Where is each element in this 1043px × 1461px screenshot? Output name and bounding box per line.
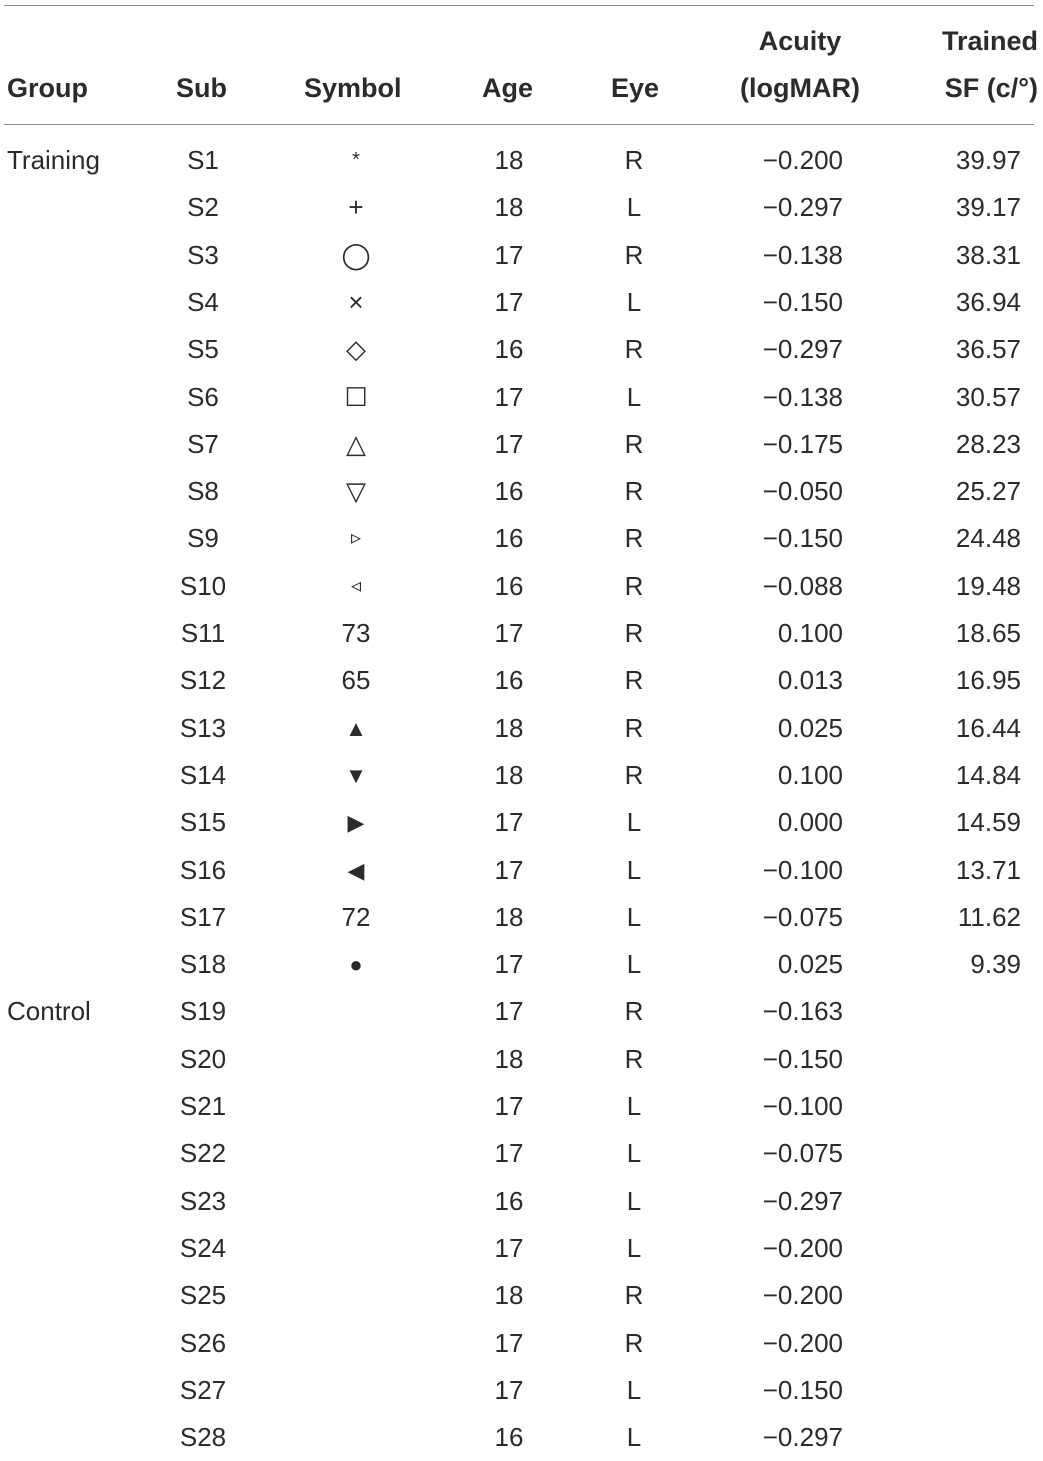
cell-sub: S18 bbox=[179, 949, 227, 980]
cell-acuity: −0.138 bbox=[762, 381, 843, 412]
cell-symbol: 72 bbox=[341, 901, 371, 932]
cell-age: 17 bbox=[494, 1232, 524, 1263]
cell-acuity: 0.100 bbox=[777, 759, 843, 790]
cell-eye: L bbox=[626, 1185, 642, 1216]
cell-trained-sf: 28.23 bbox=[955, 428, 1021, 459]
table-row bbox=[0, 657, 1043, 704]
cell-acuity: −0.297 bbox=[762, 1185, 843, 1216]
cell-symbol: ● bbox=[349, 952, 363, 978]
cell-age: 17 bbox=[494, 428, 524, 459]
header-sub: Sub bbox=[176, 73, 227, 103]
cell-symbol: ◃ bbox=[350, 574, 362, 597]
cell-trained-sf: 14.84 bbox=[955, 759, 1021, 790]
cell-age: 18 bbox=[494, 192, 524, 223]
cell-acuity: −0.200 bbox=[762, 1232, 843, 1263]
cell-sub: S17 bbox=[179, 901, 227, 932]
cell-age: 17 bbox=[494, 618, 524, 648]
cell-age: 17 bbox=[494, 854, 524, 885]
header-eye: Eye bbox=[611, 73, 660, 103]
header-trained-sf bbox=[910, 18, 1038, 112]
cell-sub: S24 bbox=[179, 1232, 227, 1263]
table-row bbox=[0, 184, 1043, 231]
cell-symbol: △ bbox=[346, 428, 366, 459]
cell-sub: S6 bbox=[187, 381, 219, 412]
cell-acuity: −0.075 bbox=[762, 901, 843, 932]
cell-acuity: −0.138 bbox=[762, 239, 843, 270]
cell-eye: R bbox=[624, 1280, 644, 1311]
table-row bbox=[0, 374, 1043, 421]
cell-trained-sf: 16.44 bbox=[955, 712, 1021, 743]
cell-trained-sf: 24.48 bbox=[955, 523, 1021, 554]
cell-trained-sf: 36.57 bbox=[955, 334, 1021, 365]
table-row bbox=[0, 1367, 1043, 1414]
cell-acuity: −0.100 bbox=[762, 1091, 843, 1121]
cell-sub: S20 bbox=[179, 1043, 227, 1074]
cell-age: 18 bbox=[494, 1043, 524, 1074]
cell-sub: S2 bbox=[187, 192, 219, 223]
table-row bbox=[0, 1320, 1043, 1367]
cell-age: 16 bbox=[494, 570, 524, 601]
cell-eye: L bbox=[626, 854, 642, 885]
cell-sub: S25 bbox=[179, 1280, 227, 1311]
cell-trained-sf: 13.71 bbox=[955, 854, 1021, 885]
cell-sub: S13 bbox=[179, 712, 227, 743]
cell-acuity: −0.200 bbox=[762, 1327, 843, 1358]
cell-age: 18 bbox=[494, 712, 524, 743]
cell-acuity: 0.013 bbox=[777, 665, 843, 696]
cell-sub: S23 bbox=[179, 1185, 227, 1216]
cell-acuity: −0.175 bbox=[762, 428, 843, 459]
cell-group: Control bbox=[7, 996, 91, 1027]
cell-acuity: 0.000 bbox=[777, 807, 843, 838]
cell-acuity: 0.100 bbox=[777, 618, 843, 648]
cell-sub: S21 bbox=[179, 1091, 227, 1121]
header-acuity-line2: (logMAR) bbox=[740, 73, 860, 103]
table-row bbox=[0, 1130, 1043, 1177]
header-symbol: Symbol bbox=[304, 73, 402, 103]
cell-sub: S7 bbox=[187, 428, 219, 459]
cell-sub: S8 bbox=[187, 476, 219, 507]
header-group: Group bbox=[7, 73, 88, 103]
cell-eye: L bbox=[626, 192, 642, 223]
header-age: Age bbox=[482, 73, 534, 103]
table-row bbox=[0, 421, 1043, 468]
cell-trained-sf: 18.65 bbox=[955, 618, 1021, 648]
cell-trained-sf: 38.31 bbox=[955, 239, 1021, 270]
cell-sub: S16 bbox=[179, 854, 227, 885]
cell-sub: S28 bbox=[179, 1422, 227, 1453]
table-row bbox=[0, 326, 1043, 373]
cell-symbol: ▹ bbox=[350, 527, 362, 550]
table-row bbox=[0, 610, 1043, 657]
cell-trained-sf: 30.57 bbox=[955, 381, 1021, 412]
cell-eye: R bbox=[624, 523, 644, 554]
cell-eye: L bbox=[626, 1091, 642, 1121]
cell-symbol: ▼ bbox=[345, 762, 367, 788]
table-row bbox=[0, 1272, 1043, 1319]
cell-age: 17 bbox=[494, 239, 524, 270]
cell-eye: R bbox=[624, 665, 644, 696]
cell-age: 16 bbox=[494, 334, 524, 365]
cell-sub: S4 bbox=[187, 286, 219, 317]
cell-sub: S26 bbox=[179, 1327, 227, 1358]
cell-eye: R bbox=[624, 996, 644, 1027]
cell-sub: S19 bbox=[179, 996, 227, 1027]
table-row bbox=[0, 232, 1043, 279]
table-row bbox=[0, 1225, 1043, 1272]
cell-trained-sf: 11.62 bbox=[957, 901, 1021, 932]
cell-eye: R bbox=[624, 476, 644, 507]
cell-trained-sf: 14.59 bbox=[955, 807, 1021, 838]
cell-sub: S1 bbox=[187, 145, 219, 175]
cell-eye: R bbox=[624, 334, 644, 365]
cell-age: 17 bbox=[494, 996, 524, 1027]
cell-age: 16 bbox=[494, 665, 524, 696]
cell-symbol: * bbox=[352, 149, 360, 171]
table-row bbox=[0, 894, 1043, 941]
cell-acuity: −0.163 bbox=[762, 996, 843, 1027]
cell-eye: R bbox=[624, 239, 644, 270]
cell-age: 17 bbox=[494, 286, 524, 317]
cell-eye: R bbox=[624, 712, 644, 743]
table-row bbox=[0, 988, 1043, 1035]
cell-acuity: −0.200 bbox=[762, 1280, 843, 1311]
cell-age: 18 bbox=[494, 901, 524, 932]
cell-trained-sf: 16.95 bbox=[955, 665, 1021, 696]
cell-trained-sf: 39.17 bbox=[955, 192, 1021, 223]
cell-acuity: 0.025 bbox=[777, 712, 843, 743]
cell-acuity: −0.150 bbox=[762, 1043, 843, 1074]
cell-age: 18 bbox=[494, 759, 524, 790]
cell-age: 16 bbox=[494, 476, 524, 507]
cell-eye: R bbox=[624, 570, 644, 601]
header-acuity bbox=[735, 18, 865, 112]
cell-trained-sf: 19.48 bbox=[955, 570, 1021, 601]
cell-age: 17 bbox=[494, 807, 524, 838]
cell-sub: S15 bbox=[179, 807, 227, 838]
cell-age: 17 bbox=[494, 1091, 524, 1121]
table-row bbox=[0, 1178, 1043, 1225]
header-sf-line1: Trained bbox=[941, 26, 1038, 56]
table-row bbox=[0, 705, 1043, 752]
cell-symbol: ◀ bbox=[347, 857, 365, 883]
cell-trained-sf: 25.27 bbox=[955, 476, 1021, 507]
header-sf-line2: SF (c/°) bbox=[944, 73, 1038, 103]
cell-acuity: 0.025 bbox=[777, 949, 843, 980]
table-row bbox=[0, 1414, 1043, 1461]
cell-age: 18 bbox=[494, 1280, 524, 1311]
table-row bbox=[0, 279, 1043, 326]
cell-sub: S27 bbox=[179, 1374, 227, 1405]
cell-acuity: −0.100 bbox=[762, 854, 843, 885]
cell-symbol: ◇ bbox=[346, 334, 366, 365]
cell-group: Training bbox=[7, 145, 100, 175]
cell-symbol: ▲ bbox=[345, 715, 367, 741]
cell-sub: S5 bbox=[187, 334, 219, 365]
cell-symbol: 65 bbox=[341, 665, 371, 696]
cell-sub: S12 bbox=[179, 665, 227, 696]
cell-symbol: 73 bbox=[341, 618, 371, 648]
table-row bbox=[0, 752, 1043, 799]
cell-age: 17 bbox=[494, 1138, 524, 1169]
cell-symbol: ☐ bbox=[344, 381, 368, 412]
cell-eye: L bbox=[626, 949, 642, 980]
cell-acuity: −0.150 bbox=[762, 523, 843, 554]
cell-age: 16 bbox=[494, 1422, 524, 1453]
table-row bbox=[0, 799, 1043, 846]
cell-eye: R bbox=[624, 428, 644, 459]
cell-acuity: −0.297 bbox=[762, 192, 843, 223]
cell-eye: R bbox=[624, 1043, 644, 1074]
cell-sub: S14 bbox=[179, 759, 227, 790]
cell-symbol: × bbox=[348, 286, 364, 317]
cell-age: 16 bbox=[494, 523, 524, 554]
cell-acuity: −0.050 bbox=[762, 476, 843, 507]
table-row bbox=[0, 847, 1043, 894]
cell-age: 17 bbox=[494, 1327, 524, 1358]
cell-eye: R bbox=[624, 1327, 644, 1358]
cell-trained-sf: 9.39 bbox=[970, 949, 1021, 980]
cell-eye: L bbox=[626, 1422, 642, 1453]
cell-acuity: −0.297 bbox=[762, 1422, 843, 1453]
cell-sub: S10 bbox=[179, 570, 227, 601]
cell-eye: L bbox=[626, 1232, 642, 1263]
cell-eye: L bbox=[626, 1374, 642, 1405]
cell-trained-sf: 39.97 bbox=[955, 145, 1021, 175]
cell-symbol: ◯ bbox=[341, 239, 371, 270]
table-row bbox=[0, 941, 1043, 988]
table-row bbox=[0, 563, 1043, 610]
header-rule bbox=[4, 124, 1034, 125]
cell-acuity: −0.150 bbox=[762, 1374, 843, 1405]
cell-acuity: −0.297 bbox=[762, 334, 843, 365]
cell-sub: S11 bbox=[180, 618, 226, 648]
cell-acuity: −0.200 bbox=[762, 145, 843, 175]
cell-acuity: −0.150 bbox=[762, 286, 843, 317]
table-row bbox=[0, 1083, 1043, 1130]
cell-eye: L bbox=[626, 381, 642, 412]
table-row bbox=[0, 1036, 1043, 1083]
table-row bbox=[0, 515, 1043, 562]
cell-sub: S22 bbox=[179, 1138, 227, 1169]
header-acuity-line1: Acuity bbox=[758, 26, 842, 56]
cell-symbol: ▽ bbox=[346, 476, 366, 507]
cell-symbol: + bbox=[348, 192, 364, 223]
cell-age: 17 bbox=[494, 381, 524, 412]
table-row bbox=[0, 468, 1043, 515]
cell-symbol: ▶ bbox=[347, 810, 365, 836]
cell-eye: L bbox=[626, 286, 642, 317]
cell-age: 16 bbox=[494, 1185, 524, 1216]
cell-acuity: −0.075 bbox=[762, 1138, 843, 1169]
table-row bbox=[0, 137, 1043, 184]
cell-age: 17 bbox=[494, 949, 524, 980]
cell-eye: R bbox=[624, 759, 644, 790]
cell-acuity: −0.088 bbox=[762, 570, 843, 601]
cell-eye: R bbox=[624, 145, 644, 175]
cell-eye: L bbox=[626, 807, 642, 838]
cell-trained-sf: 36.94 bbox=[955, 286, 1021, 317]
cell-sub: S3 bbox=[187, 239, 219, 270]
cell-age: 18 bbox=[494, 145, 524, 175]
cell-eye: L bbox=[626, 901, 642, 932]
cell-age: 17 bbox=[494, 1374, 524, 1405]
cell-sub: S9 bbox=[187, 523, 219, 554]
cell-eye: R bbox=[624, 618, 644, 648]
cell-eye: L bbox=[626, 1138, 642, 1169]
table-top-rule bbox=[4, 5, 1034, 6]
